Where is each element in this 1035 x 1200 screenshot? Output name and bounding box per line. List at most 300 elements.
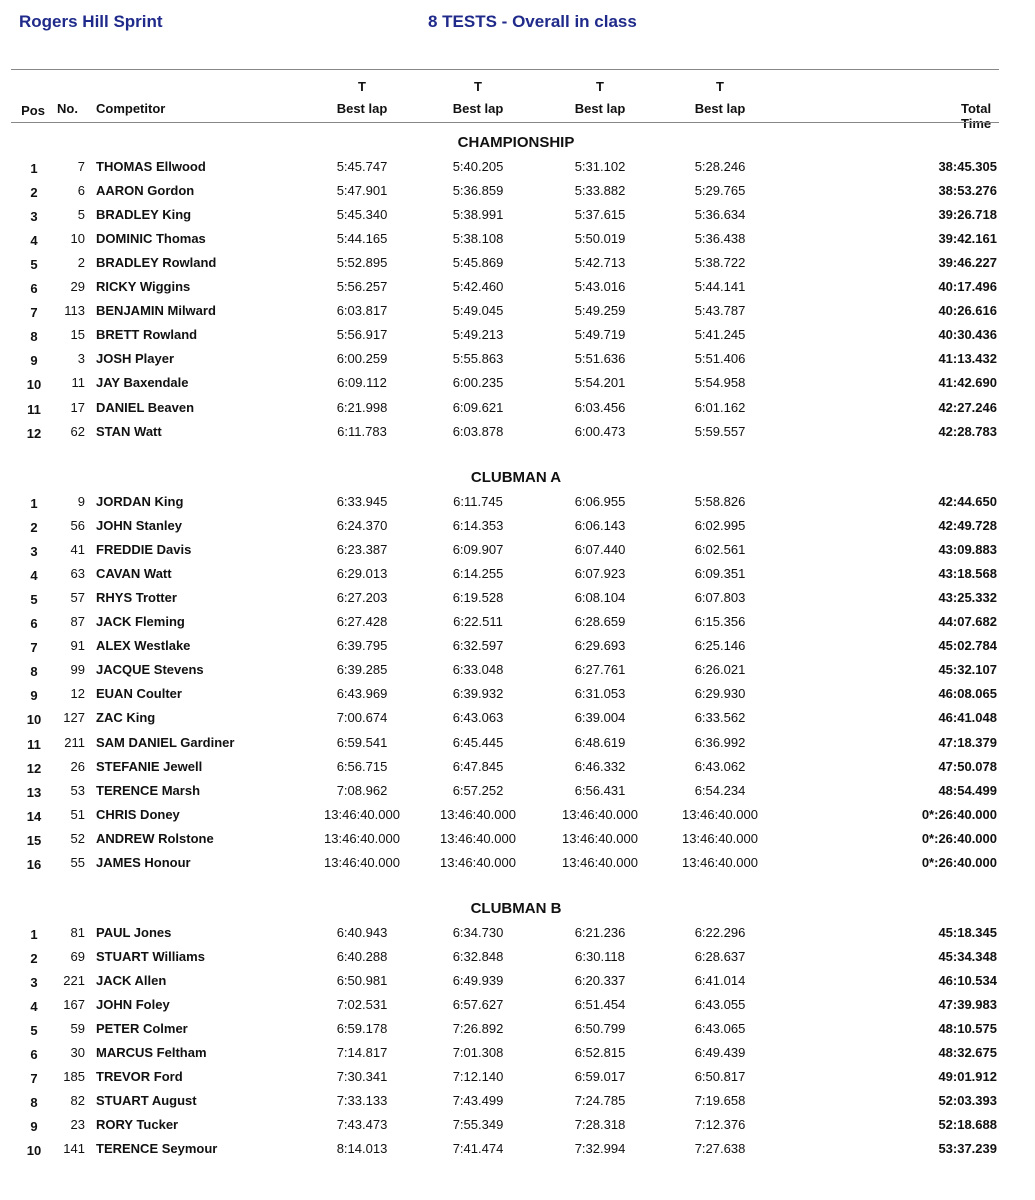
- car-number-cell: 6: [77, 183, 85, 199]
- best-lap-2-cell: 6:57.252: [452, 782, 504, 798]
- best-lap-4-cell: 6:09.351: [694, 566, 746, 582]
- total-time-cell: 44:07.682: [938, 614, 997, 630]
- best-lap-1-cell: 6:43.969: [336, 686, 388, 702]
- best-lap-4-cell: 5:44.141: [694, 279, 746, 295]
- best-lap-3-cell: 13:46:40.000: [562, 830, 638, 846]
- best-lap-3-cell: 6:50.799: [574, 1021, 626, 1037]
- result-row: [0, 207, 1035, 231]
- car-number-cell: 15: [70, 327, 85, 343]
- best-lap-3-cell: 6:06.955: [574, 494, 626, 509]
- competitor-cell: BRADLEY King: [96, 207, 192, 223]
- best-lap-2-cell: 5:49.045: [452, 303, 504, 319]
- position-cell: 6: [30, 616, 38, 632]
- best-lap-3-cell: 5:49.719: [574, 327, 626, 343]
- best-lap-2-cell: 6:57.627: [452, 997, 504, 1013]
- total-time-cell: 48:10.575: [938, 1021, 997, 1037]
- best-lap-3-cell: 7:24.785: [574, 1093, 626, 1109]
- competitor-cell: TERENCE Marsh: [96, 782, 201, 798]
- position-cell: 6: [30, 1047, 38, 1063]
- car-number-cell: 5: [77, 207, 85, 223]
- position-cell: 5: [30, 592, 38, 608]
- section-title: CLUBMAN B: [470, 900, 562, 917]
- best-lap-2-cell: 7:26.892: [452, 1021, 504, 1037]
- position-cell: 16: [26, 856, 42, 872]
- best-lap-4-cell: 6:29.930: [694, 686, 746, 702]
- test-marker-1: T: [358, 79, 366, 94]
- col-header-competitor: Competitor: [96, 101, 166, 116]
- car-number-cell: 141: [63, 1141, 85, 1157]
- position-cell: 6: [30, 281, 38, 297]
- competitor-cell: STAN Watt: [96, 423, 162, 439]
- best-lap-3-cell: 5:43.016: [574, 279, 626, 295]
- total-time-cell: 46:41.048: [938, 710, 997, 726]
- car-number-cell: 91: [70, 638, 85, 654]
- total-time-cell: 42:49.728: [938, 518, 997, 534]
- best-lap-3-cell: 6:28.659: [574, 614, 626, 630]
- best-lap-3-cell: 6:59.017: [574, 1069, 626, 1085]
- position-cell: 7: [30, 305, 38, 321]
- best-lap-2-cell: 5:36.859: [452, 183, 504, 199]
- best-lap-1-cell: 13:46:40.000: [324, 830, 400, 846]
- total-time-cell: 49:01.912: [938, 1069, 997, 1085]
- total-time-cell: 47:50.078: [938, 758, 997, 774]
- competitor-cell: STUART August: [96, 1093, 197, 1109]
- result-row: [0, 255, 1035, 279]
- car-number-cell: 81: [70, 925, 85, 940]
- result-row: [0, 638, 1035, 662]
- best-lap-4-cell: 6:43.062: [694, 758, 746, 774]
- position-cell: 5: [30, 257, 38, 273]
- competitor-cell: PETER Colmer: [96, 1021, 188, 1037]
- position-cell: 8: [30, 329, 38, 345]
- result-row: [0, 375, 1035, 399]
- best-lap-4-cell: 5:59.557: [694, 423, 746, 439]
- car-number-cell: 57: [70, 590, 85, 606]
- result-row: [0, 855, 1035, 879]
- competitor-cell: BENJAMIN Milward: [96, 303, 216, 319]
- result-row: [0, 1069, 1035, 1093]
- total-time-cell: 43:18.568: [938, 566, 997, 582]
- test-marker-4: T: [716, 79, 724, 94]
- result-row: [0, 183, 1035, 207]
- competitor-cell: TERENCE Seymour: [96, 1141, 218, 1157]
- section-title: CHAMPIONSHIP: [457, 134, 575, 151]
- car-number-cell: 87: [70, 614, 85, 630]
- result-row: [0, 735, 1035, 759]
- best-lap-4-cell: 5:43.787: [694, 303, 746, 319]
- competitor-cell: JOHN Foley: [96, 997, 170, 1013]
- car-number-cell: 53: [70, 782, 85, 798]
- best-lap-4-cell: 13:46:40.000: [682, 830, 758, 846]
- best-lap-4-cell: 6:49.439: [694, 1045, 746, 1061]
- car-number-cell: 2: [77, 255, 85, 271]
- best-lap-1-cell: 5:47.901: [336, 183, 388, 199]
- competitor-cell: JOHN Stanley: [96, 518, 182, 534]
- competitor-cell: ZAC King: [96, 710, 156, 726]
- position-cell: 8: [30, 664, 38, 680]
- best-lap-4-cell: 5:58.826: [694, 494, 746, 509]
- total-time-cell: 41:42.690: [938, 375, 997, 391]
- best-lap-3-cell: 6:31.053: [574, 686, 626, 702]
- best-lap-1-cell: 7:14.817: [336, 1045, 388, 1061]
- col-header-total-time: Total Time: [961, 101, 992, 131]
- best-lap-4-cell: 6:36.992: [694, 734, 746, 750]
- position-cell: 9: [30, 688, 38, 704]
- competitor-cell: DANIEL Beaven: [96, 399, 195, 415]
- total-time-cell: 47:18.379: [938, 734, 997, 750]
- result-row: [0, 1141, 1035, 1165]
- best-lap-4-cell: 6:43.055: [694, 997, 746, 1013]
- best-lap-2-cell: 13:46:40.000: [440, 830, 516, 846]
- competitor-cell: JAY Baxendale: [96, 375, 189, 391]
- best-lap-2-cell: 13:46:40.000: [440, 806, 516, 822]
- position-cell: 10: [26, 377, 42, 393]
- best-lap-3-cell: 6:52.815: [574, 1045, 626, 1061]
- best-lap-4-cell: 5:36.634: [694, 207, 746, 223]
- best-lap-1-cell: 6:00.259: [336, 351, 388, 367]
- position-cell: 7: [30, 640, 38, 656]
- best-lap-2-cell: 13:46:40.000: [440, 854, 516, 870]
- result-row: [0, 925, 1035, 949]
- best-lap-2-cell: 5:38.108: [452, 231, 504, 247]
- result-row: [0, 662, 1035, 686]
- total-time-cell: 42:27.246: [938, 399, 997, 415]
- total-time-cell: 45:34.348: [938, 949, 997, 965]
- result-row: [0, 997, 1035, 1021]
- position-cell: 1: [30, 927, 38, 942]
- best-lap-2-cell: 6:09.621: [452, 399, 504, 415]
- best-lap-3-cell: 6:08.104: [574, 590, 626, 606]
- best-lap-3-cell: 6:39.004: [574, 710, 626, 726]
- best-lap-2-cell: 6:34.730: [452, 925, 504, 940]
- total-time-cell: 43:09.883: [938, 542, 997, 558]
- best-lap-3-cell: 6:03.456: [574, 399, 626, 415]
- position-cell: 12: [26, 425, 42, 441]
- competitor-cell: ALEX Westlake: [96, 638, 191, 654]
- total-time-cell: 0*:26:40.000: [921, 830, 997, 846]
- result-row: [0, 542, 1035, 566]
- competitor-cell: RHYS Trotter: [96, 590, 177, 606]
- car-number-cell: 63: [70, 566, 85, 582]
- car-number-cell: 55: [70, 854, 85, 870]
- total-time-cell: 38:45.305: [938, 159, 997, 174]
- best-lap-2-cell: 5:38.991: [452, 207, 504, 223]
- best-lap-4-cell: 6:41.014: [694, 973, 746, 989]
- best-lap-2-cell: 7:43.499: [452, 1093, 504, 1109]
- result-row: [0, 1117, 1035, 1141]
- car-number-cell: 69: [70, 949, 85, 965]
- result-row: [0, 686, 1035, 710]
- car-number-cell: 211: [64, 734, 85, 750]
- car-number-cell: 12: [70, 686, 85, 702]
- best-lap-4-cell: 6:25.146: [694, 638, 746, 654]
- total-time-cell: 48:32.675: [938, 1045, 997, 1061]
- car-number-cell: 10: [70, 231, 85, 247]
- competitor-cell: CHRIS Doney: [96, 806, 180, 822]
- result-row: [0, 614, 1035, 638]
- result-row: [0, 973, 1035, 997]
- total-time-cell: 0*:26:40.000: [921, 806, 997, 822]
- best-lap-1-cell: 6:59.541: [336, 734, 388, 750]
- best-lap-1-cell: 5:52.895: [336, 255, 388, 271]
- car-number-cell: 41: [70, 542, 85, 558]
- competitor-cell: JOSH Player: [96, 351, 175, 367]
- competitor-cell: FREDDIE Davis: [96, 542, 192, 558]
- result-row: [0, 400, 1035, 424]
- best-lap-4-cell: 6:33.562: [694, 710, 746, 726]
- best-lap-1-cell: 6:56.715: [336, 758, 388, 774]
- best-lap-1-cell: 6:40.288: [336, 949, 388, 965]
- best-lap-3-cell: 5:42.713: [574, 255, 626, 271]
- competitor-cell: PAUL Jones: [96, 925, 172, 940]
- result-row: [0, 159, 1035, 183]
- best-lap-2-cell: 5:40.205: [452, 159, 504, 174]
- best-lap-1-cell: 6:24.370: [336, 518, 388, 534]
- best-lap-3-cell: 6:06.143: [574, 518, 626, 534]
- report-title: 8 TESTS - Overall in class: [428, 12, 637, 31]
- best-lap-4-cell: 6:15.356: [694, 614, 746, 630]
- competitor-cell: JACQUE Stevens: [96, 662, 204, 678]
- best-lap-3-cell: 6:00.473: [574, 423, 626, 439]
- best-lap-4-cell: 6:43.065: [694, 1021, 746, 1037]
- best-lap-2-cell: 7:55.349: [452, 1117, 504, 1133]
- car-number-cell: 3: [77, 351, 85, 367]
- total-time-cell: 40:26.616: [938, 303, 997, 319]
- best-lap-3-cell: 7:28.318: [574, 1117, 626, 1133]
- competitor-cell: STEFANIE Jewell: [96, 758, 203, 774]
- position-cell: 1: [30, 496, 38, 511]
- best-lap-3-cell: 5:49.259: [574, 303, 626, 319]
- best-lap-2-cell: 6:00.235: [452, 375, 504, 391]
- best-lap-4-cell: 6:26.021: [694, 662, 746, 678]
- best-lap-3-cell: 6:30.118: [575, 949, 625, 965]
- col-header-best-lap-3: Best lap: [574, 101, 626, 116]
- result-row: [0, 831, 1035, 855]
- position-cell: 10: [26, 712, 42, 728]
- best-lap-1-cell: 5:56.257: [336, 279, 388, 295]
- best-lap-4-cell: 5:38.722: [694, 255, 746, 271]
- position-cell: 2: [30, 185, 38, 201]
- car-number-cell: 167: [63, 997, 85, 1013]
- best-lap-2-cell: 5:45.869: [452, 255, 504, 271]
- car-number-cell: 113: [64, 303, 85, 319]
- total-time-cell: 39:42.161: [938, 231, 997, 247]
- best-lap-2-cell: 6:19.528: [452, 590, 504, 606]
- best-lap-1-cell: 6:39.795: [336, 638, 388, 654]
- best-lap-3-cell: 6:29.693: [574, 638, 626, 654]
- competitor-cell: JACK Allen: [96, 973, 167, 989]
- best-lap-4-cell: 7:19.658: [694, 1093, 746, 1109]
- car-number-cell: 56: [70, 518, 85, 534]
- best-lap-1-cell: 5:56.917: [336, 327, 388, 343]
- best-lap-3-cell: 5:54.201: [574, 375, 626, 391]
- best-lap-4-cell: 7:12.376: [694, 1117, 746, 1133]
- col-header-best-lap-1: Best lap: [336, 101, 388, 116]
- best-lap-1-cell: 6:09.112: [337, 375, 387, 391]
- car-number-cell: 30: [70, 1045, 85, 1061]
- best-lap-4-cell: 7:27.638: [694, 1141, 746, 1157]
- position-cell: 11: [27, 401, 41, 417]
- car-number-cell: 82: [70, 1093, 85, 1109]
- result-row: [0, 303, 1035, 327]
- best-lap-2-cell: 6:49.939: [452, 973, 504, 989]
- result-row: [0, 1021, 1035, 1045]
- best-lap-3-cell: 6:51.454: [574, 997, 626, 1013]
- header-bottom-rule: [11, 122, 999, 123]
- best-lap-4-cell: 13:46:40.000: [682, 854, 758, 870]
- result-row: [0, 759, 1035, 783]
- car-number-cell: 26: [70, 758, 85, 774]
- best-lap-2-cell: 6:32.848: [452, 949, 504, 965]
- total-time-cell: 46:08.065: [938, 686, 997, 702]
- best-lap-2-cell: 5:55.863: [452, 351, 504, 367]
- competitor-cell: MARCUS Feltham: [96, 1045, 207, 1061]
- position-cell: 5: [30, 1023, 38, 1039]
- best-lap-2-cell: 7:12.140: [452, 1069, 504, 1085]
- best-lap-2-cell: 6:03.878: [452, 423, 504, 439]
- test-marker-2: T: [474, 79, 482, 94]
- best-lap-4-cell: 6:01.162: [694, 399, 746, 415]
- result-row: [0, 518, 1035, 542]
- best-lap-1-cell: 5:45.747: [336, 159, 388, 174]
- best-lap-1-cell: 6:40.943: [336, 925, 388, 940]
- total-time-cell: 47:39.983: [938, 997, 997, 1013]
- position-cell: 13: [26, 784, 42, 800]
- best-lap-3-cell: 13:46:40.000: [562, 854, 638, 870]
- best-lap-3-cell: 6:20.337: [574, 973, 626, 989]
- best-lap-3-cell: 5:37.615: [574, 207, 626, 223]
- position-cell: 7: [30, 1071, 38, 1087]
- total-time-cell: 39:46.227: [938, 255, 997, 271]
- total-time-cell: 46:10.534: [938, 973, 997, 989]
- position-cell: 3: [30, 209, 38, 225]
- position-cell: 15: [26, 832, 42, 848]
- position-cell: 11: [27, 736, 41, 752]
- best-lap-2-cell: 7:41.474: [452, 1141, 504, 1157]
- result-row: [0, 1045, 1035, 1069]
- total-time-cell: 45:18.345: [938, 925, 997, 940]
- position-cell: 3: [30, 544, 38, 560]
- total-time-cell: 0*:26:40.000: [921, 854, 997, 870]
- car-number-cell: 11: [71, 375, 85, 391]
- best-lap-4-cell: 5:41.245: [694, 327, 746, 343]
- best-lap-2-cell: 5:49.213: [452, 327, 504, 343]
- best-lap-4-cell: 5:29.765: [694, 183, 746, 199]
- best-lap-2-cell: 6:47.845: [452, 758, 504, 774]
- total-time-cell: 48:54.499: [938, 782, 997, 798]
- competitor-cell: EUAN Coulter: [96, 686, 182, 702]
- best-lap-3-cell: 6:27.761: [574, 662, 626, 678]
- best-lap-1-cell: 6:03.817: [336, 303, 388, 319]
- best-lap-1-cell: 6:11.783: [337, 423, 387, 439]
- best-lap-1-cell: 7:00.674: [336, 710, 388, 726]
- best-lap-4-cell: 5:28.246: [694, 159, 746, 174]
- competitor-cell: TREVOR Ford: [96, 1069, 183, 1085]
- best-lap-2-cell: 6:39.932: [452, 686, 504, 702]
- best-lap-2-cell: 6:33.048: [452, 662, 504, 678]
- best-lap-4-cell: 6:07.803: [694, 590, 746, 606]
- competitor-cell: RORY Tucker: [96, 1117, 179, 1133]
- best-lap-4-cell: 5:36.438: [694, 231, 746, 247]
- best-lap-2-cell: 5:42.460: [452, 279, 504, 295]
- competitor-cell: CAVAN Watt: [96, 566, 172, 582]
- best-lap-1-cell: 7:02.531: [336, 997, 388, 1013]
- event-title: Rogers Hill Sprint: [19, 12, 163, 31]
- result-row: [0, 1093, 1035, 1117]
- best-lap-2-cell: 6:32.597: [452, 638, 504, 654]
- best-lap-1-cell: 13:46:40.000: [324, 854, 400, 870]
- position-cell: 14: [26, 808, 42, 824]
- position-cell: 2: [30, 951, 38, 967]
- result-row: [0, 807, 1035, 831]
- best-lap-1-cell: 6:59.178: [336, 1021, 388, 1037]
- result-row: [0, 424, 1035, 448]
- competitor-cell: ANDREW Rolstone: [96, 830, 214, 846]
- test-marker-3: T: [596, 79, 604, 94]
- best-lap-1-cell: 7:33.133: [336, 1093, 388, 1109]
- competitor-cell: RICKY Wiggins: [96, 279, 191, 295]
- position-cell: 4: [30, 999, 38, 1015]
- best-lap-1-cell: 6:23.387: [336, 542, 388, 558]
- best-lap-3-cell: 6:48.619: [574, 734, 626, 750]
- result-row: [0, 494, 1035, 518]
- best-lap-2-cell: 6:43.063: [452, 710, 504, 726]
- position-cell: 8: [30, 1095, 38, 1111]
- best-lap-3-cell: 5:51.636: [574, 351, 626, 367]
- best-lap-3-cell: 5:31.102: [574, 159, 626, 174]
- result-row: [0, 590, 1035, 614]
- car-number-cell: 221: [63, 973, 85, 989]
- result-row: [0, 351, 1035, 375]
- best-lap-4-cell: 5:54.958: [694, 375, 746, 391]
- section-title: CLUBMAN A: [470, 469, 562, 486]
- car-number-cell: 127: [63, 710, 85, 726]
- col-header-best-lap-4: Best lap: [694, 101, 746, 116]
- best-lap-2-cell: 6:14.255: [452, 566, 504, 582]
- best-lap-3-cell: 6:07.923: [574, 566, 626, 582]
- position-cell: 1: [30, 161, 38, 176]
- total-time-cell: 52:03.393: [938, 1093, 997, 1109]
- best-lap-1-cell: 6:27.428: [336, 614, 388, 630]
- total-time-cell: 45:02.784: [938, 638, 997, 654]
- best-lap-4-cell: 6:02.995: [694, 518, 746, 534]
- best-lap-4-cell: 6:54.234: [694, 782, 746, 798]
- best-lap-1-cell: 6:50.981: [336, 973, 388, 989]
- result-row: [0, 949, 1035, 973]
- best-lap-1-cell: 6:27.203: [336, 590, 388, 606]
- total-time-cell: 42:28.783: [938, 423, 997, 439]
- total-time-cell: 45:32.107: [938, 662, 997, 678]
- car-number-cell: 99: [70, 662, 85, 678]
- total-time-cell: 53:37.239: [938, 1141, 997, 1157]
- best-lap-3-cell: 6:07.440: [574, 542, 626, 558]
- best-lap-2-cell: 6:09.907: [452, 542, 504, 558]
- car-number-cell: 62: [70, 423, 85, 439]
- col-header-best-lap-2: Best lap: [452, 101, 504, 116]
- car-number-cell: 59: [70, 1021, 85, 1037]
- best-lap-1-cell: 5:45.340: [336, 207, 388, 223]
- best-lap-2-cell: 6:45.445: [452, 734, 504, 750]
- best-lap-1-cell: 6:39.285: [336, 662, 388, 678]
- position-cell: 10: [26, 1143, 42, 1159]
- car-number-cell: 52: [70, 830, 85, 846]
- best-lap-1-cell: 13:46:40.000: [324, 806, 400, 822]
- col-header-no: No.: [57, 101, 78, 116]
- car-number-cell: 185: [63, 1069, 85, 1085]
- result-row: [0, 279, 1035, 303]
- competitor-cell: JORDAN King: [96, 494, 184, 509]
- result-row: [0, 710, 1035, 734]
